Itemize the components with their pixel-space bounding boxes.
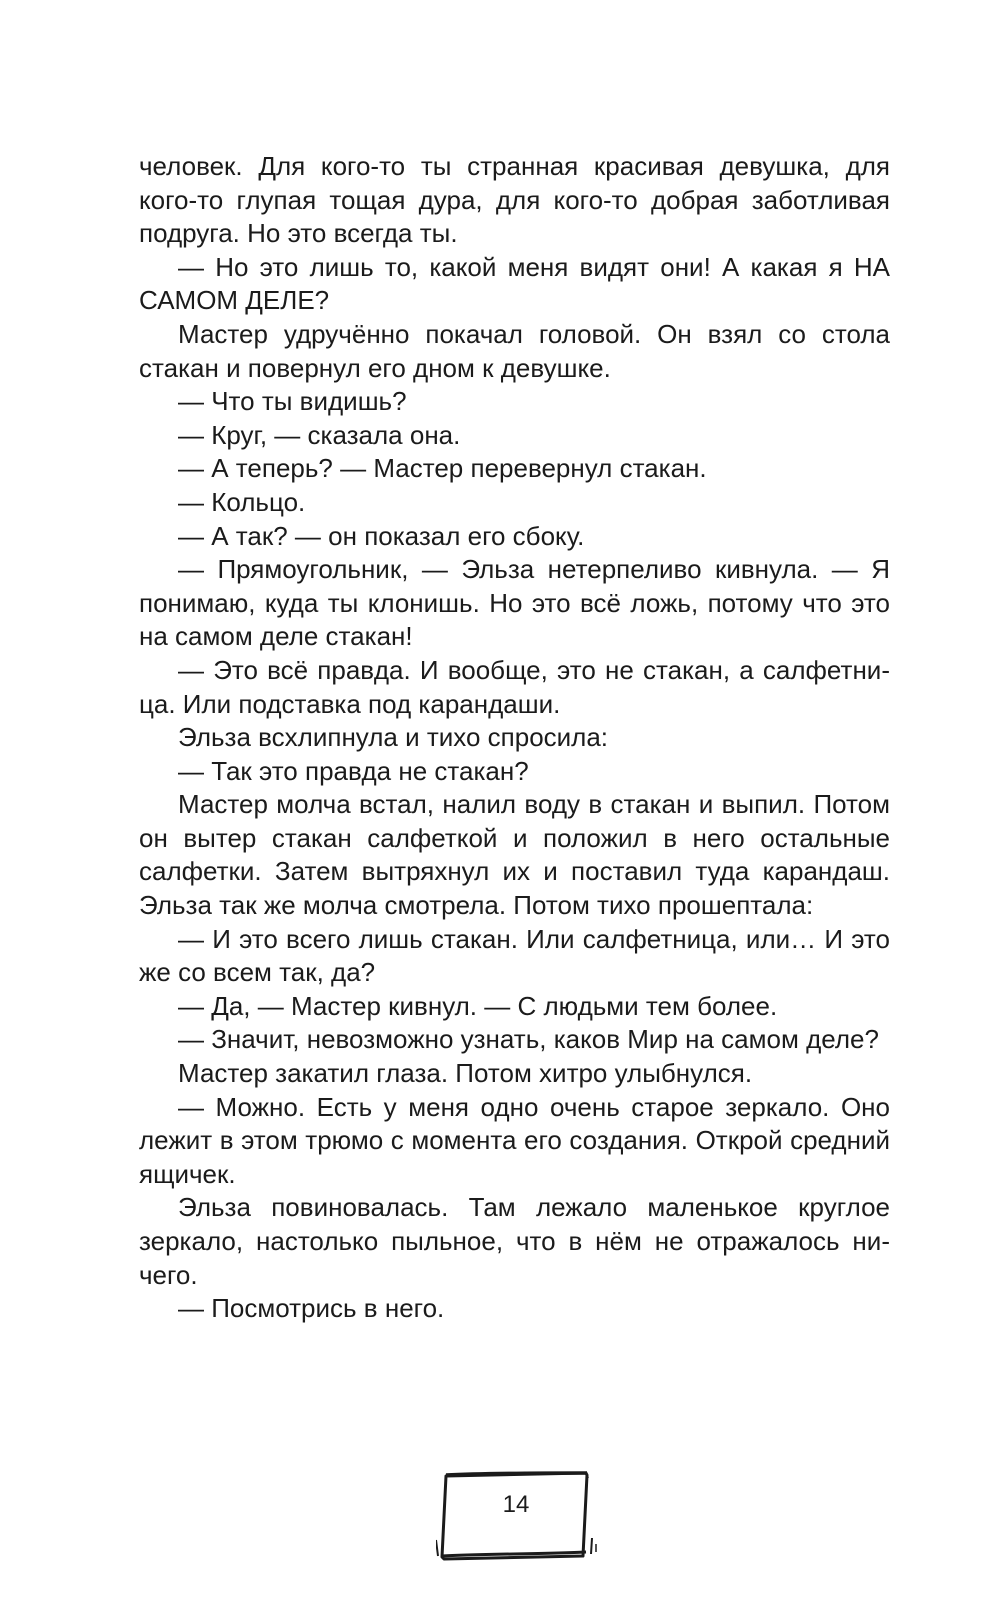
paragraph: — Круг, — сказала она.	[178, 419, 461, 450]
paragraph: — И это всего лишь стакан. Или салфетница, или… И это же со всем так, да?	[139, 923, 890, 988]
paragraph: — Это всё правда. И вообще, это не стакан, а салфетница. Или подставка под карандаши.	[139, 654, 890, 719]
paragraph: — Что ты видишь?	[178, 386, 407, 417]
page-number-frame	[436, 1468, 606, 1573]
paragraph: Мастер молча встал, налил воду в стакан и выпил. Потом он вытер стакан салфеткой и положил в него остальные салфетки. Затем вытряхнул их и поставил туда карандаш. Эльза так же молча смотрела. Потом тихо прошептала:	[139, 789, 890, 921]
paragraph: — Значит, невозможно узнать, каков Мир на самом деле?	[178, 1024, 879, 1055]
page-number: 14	[502, 1491, 530, 1518]
paragraph: человек. Для кого-то ты странная красивая девушка, для кого-то глупая тощая дура, для кого-то добрая заботливая подруга. Но это всегда ты.	[139, 151, 890, 249]
page-body-text	[139, 150, 890, 1326]
paragraph: — Прямоугольник, — Эльза нетерпеливо кивнула. — Я понимаю, куда ты клонишь. Но это всё ложь, потому что это на самом деле стакан!	[139, 554, 890, 652]
paragraph: Эльза повиновалась. Там лежало маленькое круглое зеркало, настолько пыльное, что в нём не отражалось ничего.	[139, 1192, 890, 1290]
paragraph: — Кольцо.	[178, 486, 306, 517]
paragraph: — Посмотрись в него.	[178, 1293, 445, 1324]
hand-drawn-frame-icon	[436, 1468, 606, 1573]
paragraph: — Да, — Мастер кивнул. — С людьми тем более.	[178, 990, 778, 1021]
paragraph: — Так это правда не стакан?	[178, 755, 529, 786]
paragraph: — Но это лишь то, какой меня видят они! А какая я НА САМОМ ДЕЛЕ?	[139, 251, 890, 316]
paragraph: — А так? — он показал его сбоку.	[178, 520, 585, 551]
paragraph: — А теперь? — Мастер перевернул стакан.	[178, 453, 707, 484]
paragraph: Мастер закатил глаза. Потом хитро улыбнулся.	[178, 1058, 753, 1089]
paragraph: Мастер удручённо покачал головой. Он взял со стола стакан и повернул его дном к девушке.	[139, 318, 890, 383]
paragraph: Эльза всхлипнула и тихо спросила:	[178, 722, 609, 753]
paragraph: — Можно. Есть у меня одно очень старое зеркало. Оно лежит в этом трюмо с момента его создания. Открой средний ящичек.	[139, 1091, 890, 1189]
